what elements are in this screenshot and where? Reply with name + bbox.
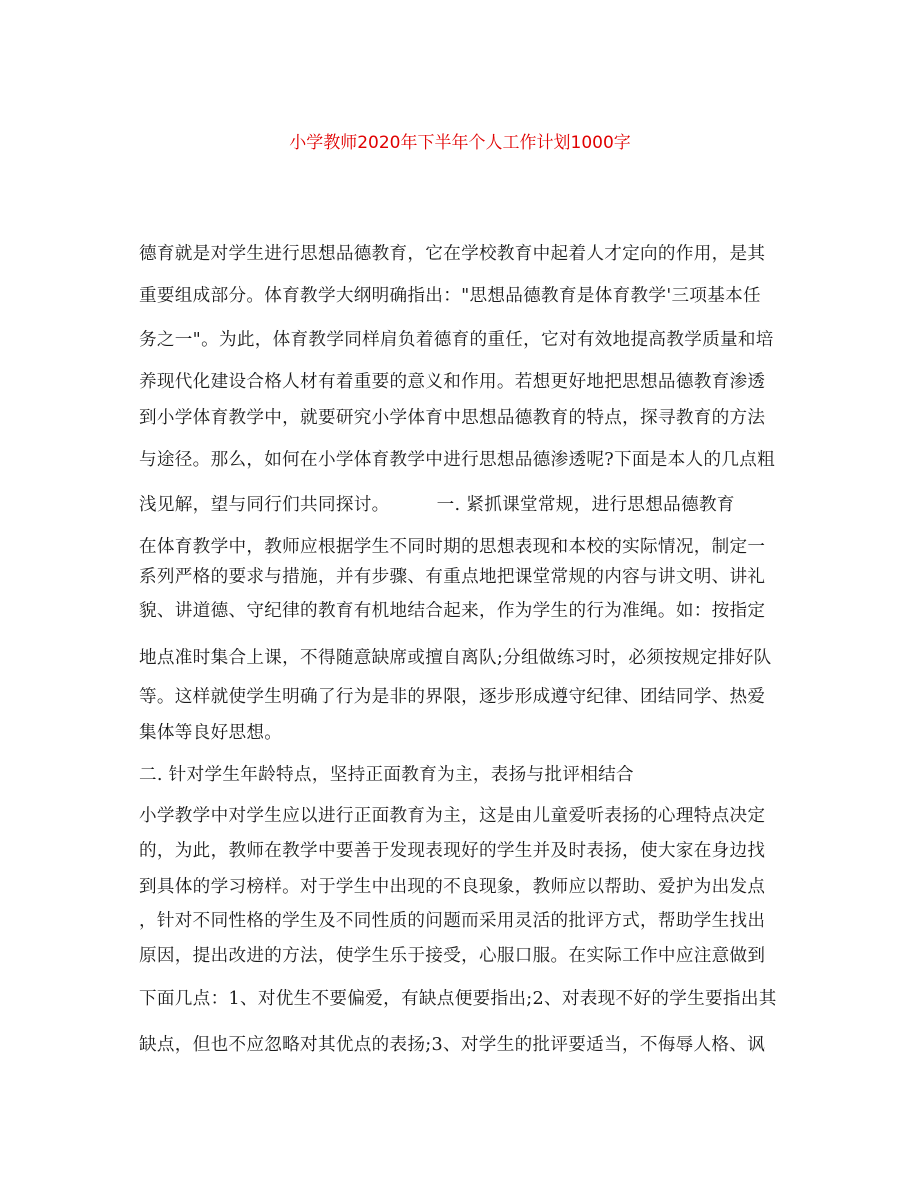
body-line-19: 原因，提出改进的方法，使学生乐于接受，心服口服。在实际工作中应注意做到 — [139, 946, 766, 966]
body-line-17: 到具体的学习榜样。对于学生中出现的不良现象，教师应以帮助、爱护为出发点 — [139, 877, 766, 897]
body-line-1: 德育就是对学生进行思想品德教育，它在学校教育中起着人才定向的作用，是其 — [139, 244, 766, 264]
body-line-3: 务之一"。为此，体育教学同样肩负着德育的重任，它对有效地提高教学质量和培 — [139, 330, 774, 350]
body-line-16: 的，为此，教师在教学中要善于发现表现好的学生并及时表扬，使大家在身边找 — [139, 841, 766, 861]
document-title: 小学教师2020年下半年个人工作计划1000字 — [289, 133, 631, 153]
body-line-7: 浅见解，望与同行们共同探讨。 一. 紧抓课堂常规，进行思想品德教育 — [139, 495, 735, 515]
body-line-4: 养现代化建设合格人材有着重要的意义和作用。若想更好地把思想品德教育渗透 — [139, 372, 766, 392]
body-line-12: 等。这样就使学生明确了行为是非的界限，逐步形成遵守纪律、团结同学、热爱 — [139, 687, 766, 707]
body-line-21: 缺点，但也不应忽略对其优点的表扬;3、对学生的批评要适当，不侮辱人格、讽 — [139, 1035, 766, 1055]
body-line-6: 与途径。那么，如何在小学体育教学中进行思想品德渗透呢?下面是本人的几点粗 — [139, 450, 776, 470]
body-line-18: ，针对不同性格的学生及不同性质的问题而采用灵活的批评方式，帮助学生找出 — [139, 911, 766, 931]
body-line-14: 二. 针对学生年龄特点，坚持正面教育为主，表扬与批评相结合 — [139, 765, 634, 785]
body-line-2: 重要组成部分。体育教学大纲明确指出："思想品德教育是体育教学'三项基本任 — [139, 286, 761, 306]
body-line-9: 系列严格的要求与措施，并有步骤、有重点地把课堂常规的内容与讲文明、讲礼 — [139, 567, 766, 587]
body-line-20: 下面几点：1、对优生不要偏爱，有缺点便要指出;2、对表现不好的学生要指出其 — [139, 989, 777, 1009]
body-line-8: 在体育教学中，教师应根据学生不同时期的思想表现和本校的实际情况，制定一 — [139, 537, 766, 557]
body-line-5: 到小学体育教学中，就要研究小学体育中思想品德教育的特点，探寻教育的方法 — [139, 408, 766, 428]
body-line-15: 小学教学中对学生应以进行正面教育为主，这是由儿童爱听表扬的心理特点决定 — [139, 806, 766, 826]
body-line-11: 地点准时集合上课，不得随意缺席或擅自离队;分组做练习时，必须按规定排好队 — [139, 648, 772, 668]
body-line-10: 貌、讲道德、守纪律的教育有机地结合起来，作为学生的行为准绳。如：按指定 — [139, 601, 766, 621]
body-line-13: 集体等良好思想。 — [139, 723, 283, 743]
